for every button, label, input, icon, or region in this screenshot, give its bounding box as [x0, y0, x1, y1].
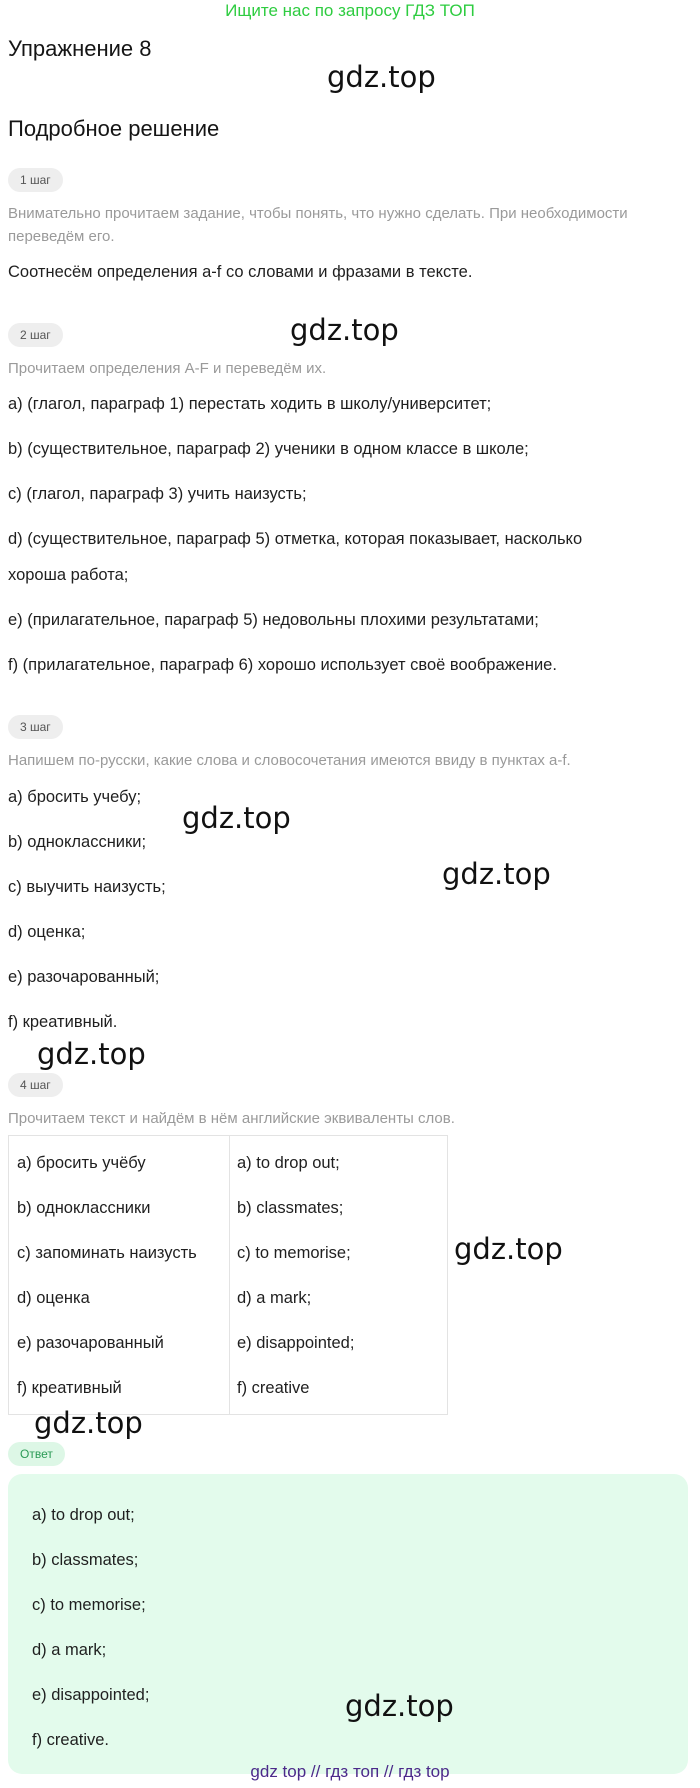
footer-links[interactable]: gdz top // гдз топ // гдз top [250, 1762, 450, 1781]
watermark: gdz.top [442, 857, 551, 891]
watermark: gdz.top [345, 1689, 454, 1723]
watermark: gdz.top [327, 60, 436, 94]
step-badge-4: 4 шаг [8, 1073, 63, 1097]
table-cell-ru: a) бросить учёбу [17, 1154, 146, 1172]
page-title: Упражнение 8 [8, 36, 152, 61]
answer-line: a) to drop out; [32, 1506, 135, 1524]
top-banner-link[interactable]: Ищите нас по запросу ГДЗ ТОП [225, 1, 475, 20]
step3-line: f) креативный. [8, 1013, 118, 1031]
table-cell-ru: e) разочарованный [17, 1334, 164, 1352]
answer-line: b) classmates; [32, 1551, 139, 1569]
watermark: gdz.top [37, 1037, 146, 1071]
step-badge-2: 2 шаг [8, 323, 63, 347]
step2-line: a) (глагол, параграф 1) перестать ходить в школу/университет; [8, 395, 492, 413]
watermark: gdz.top [454, 1232, 563, 1266]
step4-hint: Прочитаем текст и найдём в нём английские эквиваленты слов. [8, 1110, 455, 1127]
table-column-divider [229, 1136, 230, 1414]
step2-line: d) (существительное, параграф 5) отметка, которая показывает, насколько [8, 530, 583, 548]
answer-badge: Ответ [8, 1442, 65, 1466]
table-cell-ru: f) креативный [17, 1379, 122, 1397]
watermark: gdz.top [182, 801, 291, 835]
table-cell-en: d) a mark; [237, 1289, 312, 1307]
answer-line: e) disappointed; [32, 1686, 150, 1704]
step3-line: d) оценка; [8, 923, 86, 941]
step3-hint: Напишем по-русски, какие слова и словосочетания имеются ввиду в пунктах a-f. [8, 752, 571, 769]
table-cell-en: b) classmates; [237, 1199, 344, 1217]
table-cell-en: e) disappointed; [237, 1334, 355, 1352]
table-cell-en: f) creative [237, 1379, 310, 1397]
step1-hint-line-2: переведём его. [8, 228, 115, 245]
step3-line: a) бросить учебу; [8, 788, 142, 806]
section-title: Подробное решение [8, 116, 220, 141]
step2-line: c) (глагол, параграф 3) учить наизусть; [8, 485, 307, 503]
step2-hint: Прочитаем определения A-F и переведём их. [8, 360, 327, 377]
step1-text: Соотнесём определения a-f со словами и фразами в тексте. [8, 263, 473, 281]
step3-line: c) выучить наизусть; [8, 878, 166, 896]
step3-line: b) одноклассники; [8, 833, 147, 851]
watermark: gdz.top [34, 1406, 143, 1440]
step2-line: хороша работа; [8, 566, 129, 584]
answer-line: d) a mark; [32, 1641, 107, 1659]
answer-box [8, 1474, 688, 1774]
step3-line: e) разочарованный; [8, 968, 160, 986]
step2-line: e) (прилагательное, параграф 5) недовольны плохими результатами; [8, 611, 539, 629]
step1-hint-line-1: Внимательно прочитаем задание, чтобы понять, что нужно сделать. При необходимости [8, 205, 628, 222]
step2-line: f) (прилагательное, параграф 6) хорошо использует своё воображение. [8, 656, 557, 674]
table-cell-ru: c) запоминать наизусть [17, 1244, 197, 1262]
answer-line: c) to memorise; [32, 1596, 146, 1614]
step-badge-1: 1 шаг [8, 168, 63, 192]
table-cell-ru: b) одноклассники [17, 1199, 151, 1217]
step2-line: b) (существительное, параграф 2) ученики в одном классе в школе; [8, 440, 529, 458]
answer-line: f) creative. [32, 1731, 110, 1749]
translation-table [8, 1135, 448, 1415]
table-cell-en: c) to memorise; [237, 1244, 351, 1262]
step-badge-3: 3 шаг [8, 715, 63, 739]
table-cell-ru: d) оценка [17, 1289, 90, 1307]
watermark: gdz.top [290, 313, 399, 347]
table-cell-en: a) to drop out; [237, 1154, 340, 1172]
